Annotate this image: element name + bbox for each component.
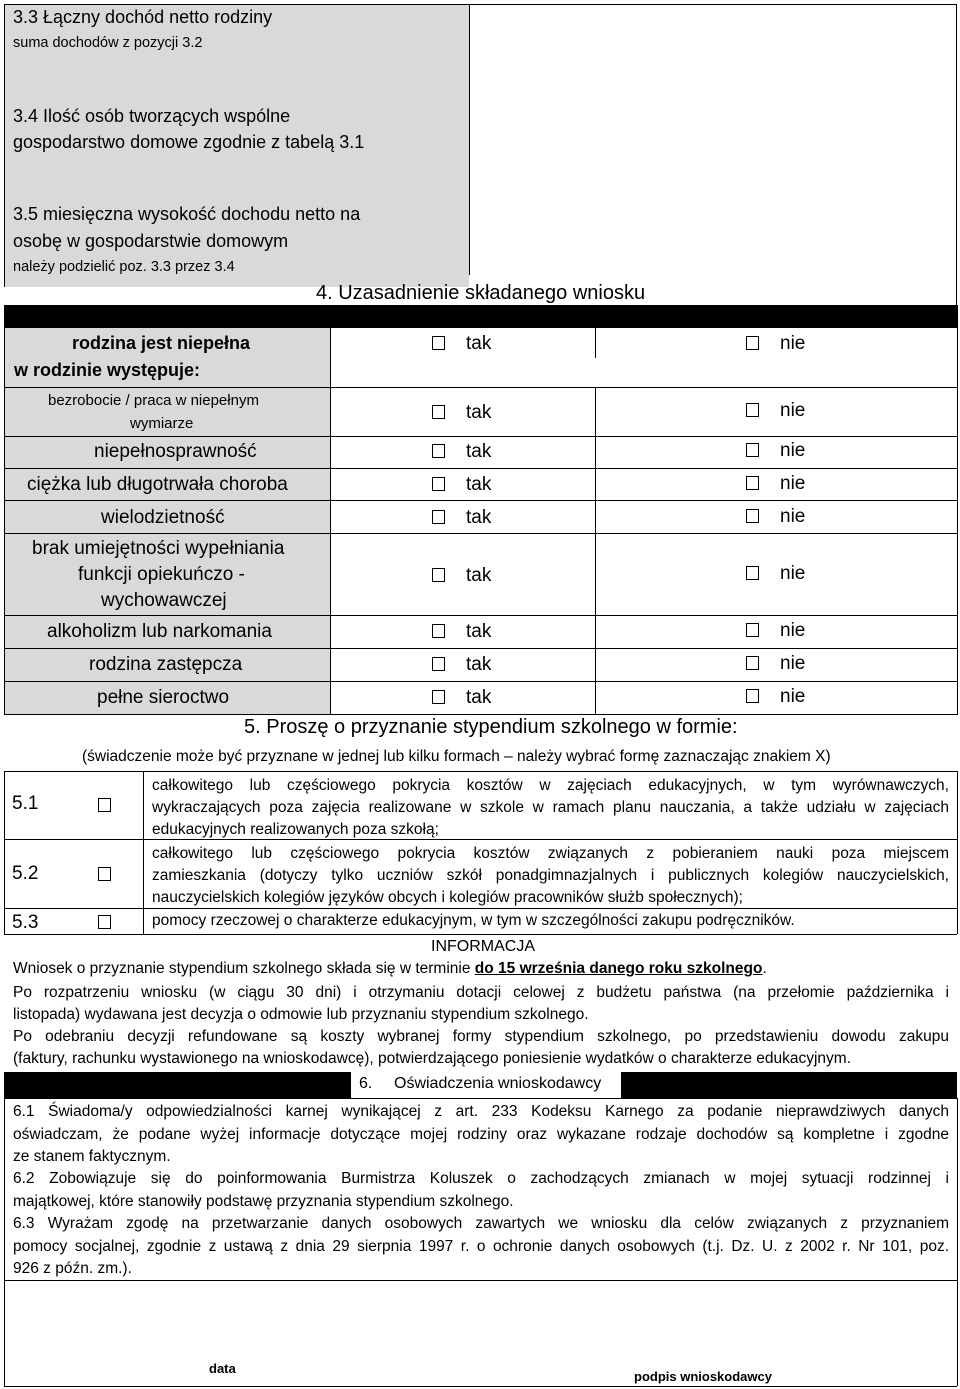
yes-option-unemployment[interactable]: tak: [432, 402, 491, 424]
declaration-6-3-line1: 6.3 Wyrażam zgodę na przetwarzanie danych osobowych zawartych we wniosku dla celów związanych z przyznaniem: [13, 1215, 949, 1232]
declaration-6-1-line2: oświadczam, że podane wyżej informacje dotyczące mojej rodziny oraz wykazane rodzaje dochodów są kompletne i zgodne: [13, 1125, 949, 1143]
label-addiction: alkoholizm lub narkomania: [47, 621, 272, 642]
yes-option-incomplete[interactable]: tak: [432, 333, 491, 355]
label-occurs: w rodzinie występuje:: [14, 360, 201, 380]
label-unemployment-1: bezrobocie / praca w niepełnym: [48, 392, 259, 409]
info-p2-line2: listopada) wydawana jest decyzja o odmowie lub przyznaniu stypendium szkolnego.: [13, 1006, 589, 1023]
yes-option-orphan[interactable]: tak: [432, 687, 491, 709]
checkbox-icon[interactable]: [432, 336, 445, 350]
option-5-1-line2: wykraczających poza zajęcia realizowane w szkole w ramach planu nauczania, a także udziału w zajęciach: [152, 799, 949, 816]
declaration-6-2: [13, 1168, 949, 1213]
section6-header-number: 6.: [359, 1075, 373, 1092]
declaration-6-3: [13, 1213, 949, 1281]
no-option-large-family[interactable]: nie: [746, 506, 805, 528]
info-paragraph-2: [13, 982, 949, 1026]
declaration-6-2-line1: 6.2 Zobowiązuje się do poinformowania Burmistrza Koluszek o zachodzących zmianach w mojej sytuacji rodzinnej i: [13, 1170, 949, 1187]
label-foster: rodzina zastępcza: [89, 654, 243, 675]
checkbox-icon[interactable]: [432, 690, 445, 704]
date-field[interactable]: [120, 1300, 360, 1360]
s35-line2: osobę w gospodarstwie domowym: [13, 231, 289, 251]
option-5-1-checkbox[interactable]: [98, 798, 111, 812]
checkbox-icon[interactable]: [746, 403, 759, 417]
yes-option-illness[interactable]: tak: [432, 474, 491, 496]
label-disability: niepełnosprawność: [94, 441, 257, 462]
checkbox-icon[interactable]: [746, 689, 759, 703]
declaration-6-1-line3: ze stanem faktycznym.: [13, 1148, 171, 1165]
checkbox-icon[interactable]: [432, 444, 445, 458]
checkbox-icon[interactable]: [432, 624, 445, 638]
option-5-2-line3: nauczycielskich kolegiów języków obcych i kolegiów pracowników służb społecznych);: [152, 889, 743, 906]
label-large-family: wielodzietność: [101, 507, 225, 528]
yes-option-disability[interactable]: tak: [432, 441, 491, 463]
checkbox-icon[interactable]: [746, 656, 759, 670]
yes-option-addiction[interactable]: tak: [432, 621, 491, 643]
checkbox-icon[interactable]: [746, 443, 759, 457]
option-5-2-text: [152, 843, 949, 909]
no-option-illness[interactable]: nie: [746, 473, 805, 495]
no-option-disability[interactable]: nie: [746, 440, 805, 462]
declaration-6-3-line3: 926 z późn. zm.).: [13, 1260, 132, 1277]
s34-line2: gospodarstwo domowe zgodnie z tabelą 3.1: [13, 132, 365, 152]
section3-value-cell: [469, 4, 957, 287]
option-5-2-line2: zamieszkania (dotyczy tylko uczniów szkół ponadgimnazjalnych i publicznych kolegiów nauczycielskich,: [152, 867, 949, 884]
label-orphan: pełne sieroctwo: [97, 687, 230, 708]
info-p1-text: Wniosek o przyznanie stypendium szkolnego składa się w terminie: [13, 960, 475, 977]
checkbox-icon[interactable]: [432, 405, 445, 419]
info-p1-deadline: do 15 września danego roku szkolnego: [474, 960, 763, 977]
s33-title: 3.3 Łączny dochód netto rodziny: [13, 7, 273, 27]
declaration-6-1-line1: 6.1 Świadoma/y odpowiedzialności karnej wynikającej z art. 233 Kodeksu Karnego za podanie nieprawdziwych danych: [13, 1103, 949, 1120]
no-option-addiction[interactable]: nie: [746, 620, 805, 642]
option-5-2-number: 5.2: [12, 863, 39, 884]
yes-option-care[interactable]: tak: [432, 565, 491, 587]
section5-header: 5. Proszę o przyznanie stypendium szkolnego w formie:: [244, 716, 738, 738]
option-5-2-checkbox[interactable]: [98, 867, 111, 881]
label-unemployment-2: wymiarze: [130, 415, 194, 432]
signature-label: podpis wnioskodawcy: [634, 1369, 772, 1384]
info-paragraph-1: Wniosek o przyznanie stypendium szkolnego składa się w terminie do 15 września danego roku szkolnego.: [13, 960, 767, 977]
info-p2-line1: Po rozpatrzeniu wniosku (w ciągu 30 dni) i otrzymaniu dotacji celowej z budżetu państwa (na przełomie października i: [13, 984, 949, 1001]
checkbox-icon[interactable]: [432, 657, 445, 671]
no-option-unemployment[interactable]: nie: [746, 400, 805, 422]
section5-note: (świadczenie może być przyznane w jednej lub kilku formach – należy wybrać formę zaznaczając znakiem X): [82, 748, 831, 765]
signature-field[interactable]: [560, 1300, 860, 1365]
info-title: INFORMACJA: [431, 938, 535, 955]
section6-header: Oświadczenia wnioskodawcy: [394, 1075, 602, 1092]
option-5-3-text: pomocy rzeczowej o charakterze edukacyjnym, w tym w szczególności zakupu podręczników.: [152, 912, 795, 929]
date-label: data: [209, 1361, 236, 1376]
checkbox-icon[interactable]: [432, 568, 445, 582]
label-care-2: funkcji opiekuńczo -: [78, 564, 245, 585]
checkbox-icon[interactable]: [746, 476, 759, 490]
section4-header-bar: [4, 305, 957, 327]
checkbox-icon[interactable]: [746, 566, 759, 580]
label-incomplete-family: rodzina jest niepełna: [72, 333, 251, 353]
option-5-2-line1: całkowitego lub częściowego pokrycia kosztów związanych z pobieraniem nauki poza miejscem: [152, 845, 949, 862]
option-5-1-line1: całkowitego lub częściowego pokrycia kosztów w zajęciach edukacyjnych, w tym wyrównawczych,: [152, 777, 949, 794]
info-paragraph-3: [13, 1026, 949, 1070]
declaration-6-3-line2: pomocy socjalnej, zgodnie z ustawą z dnia 29 sierpnia 1997 r. o ochronie danych osobowych (t.j. Dz. U. z 2002 r. Nr 101, poz.: [13, 1237, 949, 1255]
declaration-6-1: [13, 1101, 949, 1169]
s34-line1: 3.4 Ilość osób tworzących wspólne: [13, 106, 291, 126]
label-care-3: wychowawczej: [101, 590, 227, 611]
option-5-3-number: 5.3: [12, 912, 39, 933]
s35-subtitle: należy podzielić poz. 3.3 przez 3.4: [13, 259, 235, 275]
info-p3-line1: Po odebraniu decyzji refundowane są koszty wybranej formy stypendium szkolnego, po przedstawieniu dowodu zakupu: [13, 1028, 949, 1045]
info-p3-line2: (faktury, rachunku wystawionego na wnioskodawcę), potwierdzającego poniesienie wydatków o charakterze edukacyjnym.: [13, 1050, 852, 1067]
yes-option-foster[interactable]: tak: [432, 654, 491, 676]
checkbox-icon[interactable]: [746, 509, 759, 523]
declaration-6-2-line2: majątkowej, które stanowiły podstawę przyznania stypendium szkolnego.: [13, 1192, 514, 1210]
option-5-3-checkbox[interactable]: [98, 915, 111, 929]
option-5-1-number: 5.1: [12, 793, 39, 814]
label-illness: ciężka lub długotrwała choroba: [27, 474, 288, 495]
option-5-1-line3: edukacyjnych realizowanych poza szkołą;: [152, 821, 439, 838]
no-option-care[interactable]: nie: [746, 563, 805, 585]
no-option-incomplete[interactable]: nie: [746, 333, 805, 355]
checkbox-icon[interactable]: [746, 623, 759, 637]
s33-subtitle: suma dochodów z pozycji 3.2: [13, 35, 203, 51]
yes-option-large-family[interactable]: tak: [432, 507, 491, 529]
option-5-1-text: [152, 775, 949, 841]
checkbox-icon[interactable]: [432, 510, 445, 524]
no-option-orphan[interactable]: nie: [746, 686, 805, 708]
s35-line1: 3.5 miesięczna wysokość dochodu netto na: [13, 204, 361, 224]
checkbox-icon[interactable]: [746, 336, 759, 350]
checkbox-icon[interactable]: [432, 477, 445, 491]
label-care-1: brak umiejętności wypełniania: [32, 538, 285, 559]
section4-header: 4. Uzasadnienie składanego wniosku: [316, 282, 646, 304]
no-option-foster[interactable]: nie: [746, 653, 805, 675]
